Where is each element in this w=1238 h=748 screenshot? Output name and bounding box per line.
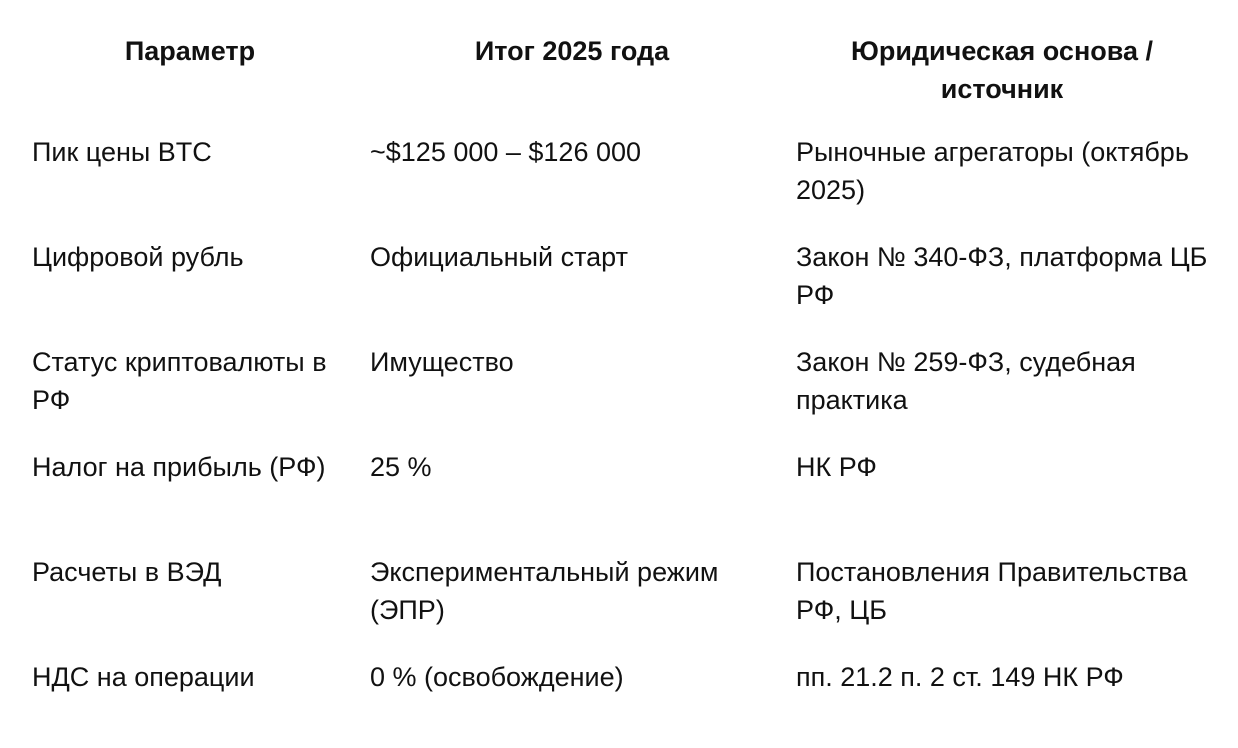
cell-source: Закон № 340-ФЗ, платформа ЦБ РФ — [796, 242, 1208, 310]
cell-parameter: Цифровой рубль — [32, 242, 244, 272]
cell-result: Экспериментальный режим (ЭПР) — [370, 557, 719, 625]
cell-result: ~$125 000 – $126 000 — [370, 137, 642, 167]
table-row — [20, 433, 1218, 538]
cell-parameter: Статус криптовалюты в РФ — [32, 347, 327, 415]
table-row — [20, 328, 1218, 433]
cell-source: Рыночные агрегаторы (октябрь 2025) — [796, 137, 1189, 205]
cell-source: пп. 21.2 п. 2 ст. 149 НК РФ — [796, 662, 1124, 692]
cell-parameter: НДС на операции — [32, 662, 255, 692]
cell-parameter: Налог на прибыль (РФ) — [32, 452, 326, 482]
cell-source: НК РФ — [796, 452, 877, 482]
table-row — [20, 538, 1218, 643]
header-legal-basis: Юридическая основа / источник — [850, 36, 1154, 104]
cell-parameter: Пик цены BTC — [32, 137, 212, 167]
header-parameter: Параметр — [124, 36, 256, 66]
header-row — [20, 24, 1218, 118]
cell-parameter: Расчеты в ВЭД — [32, 557, 222, 587]
table-header — [20, 24, 1218, 118]
table-row — [20, 643, 1218, 748]
cell-result: 0 % (освобождение) — [370, 662, 624, 692]
cell-result: Официальный старт — [370, 242, 628, 272]
cell-source: Постановления Правительства РФ, ЦБ — [796, 557, 1188, 625]
table-row — [20, 118, 1218, 223]
summary-table — [20, 24, 1218, 748]
header-result-2025: Итог 2025 года — [474, 36, 670, 66]
cell-source: Закон № 259-ФЗ, судебная практика — [796, 347, 1136, 415]
cell-result: 25 % — [370, 452, 432, 482]
cell-result: Имущество — [370, 347, 514, 377]
table-body — [20, 118, 1218, 748]
table-row — [20, 223, 1218, 328]
